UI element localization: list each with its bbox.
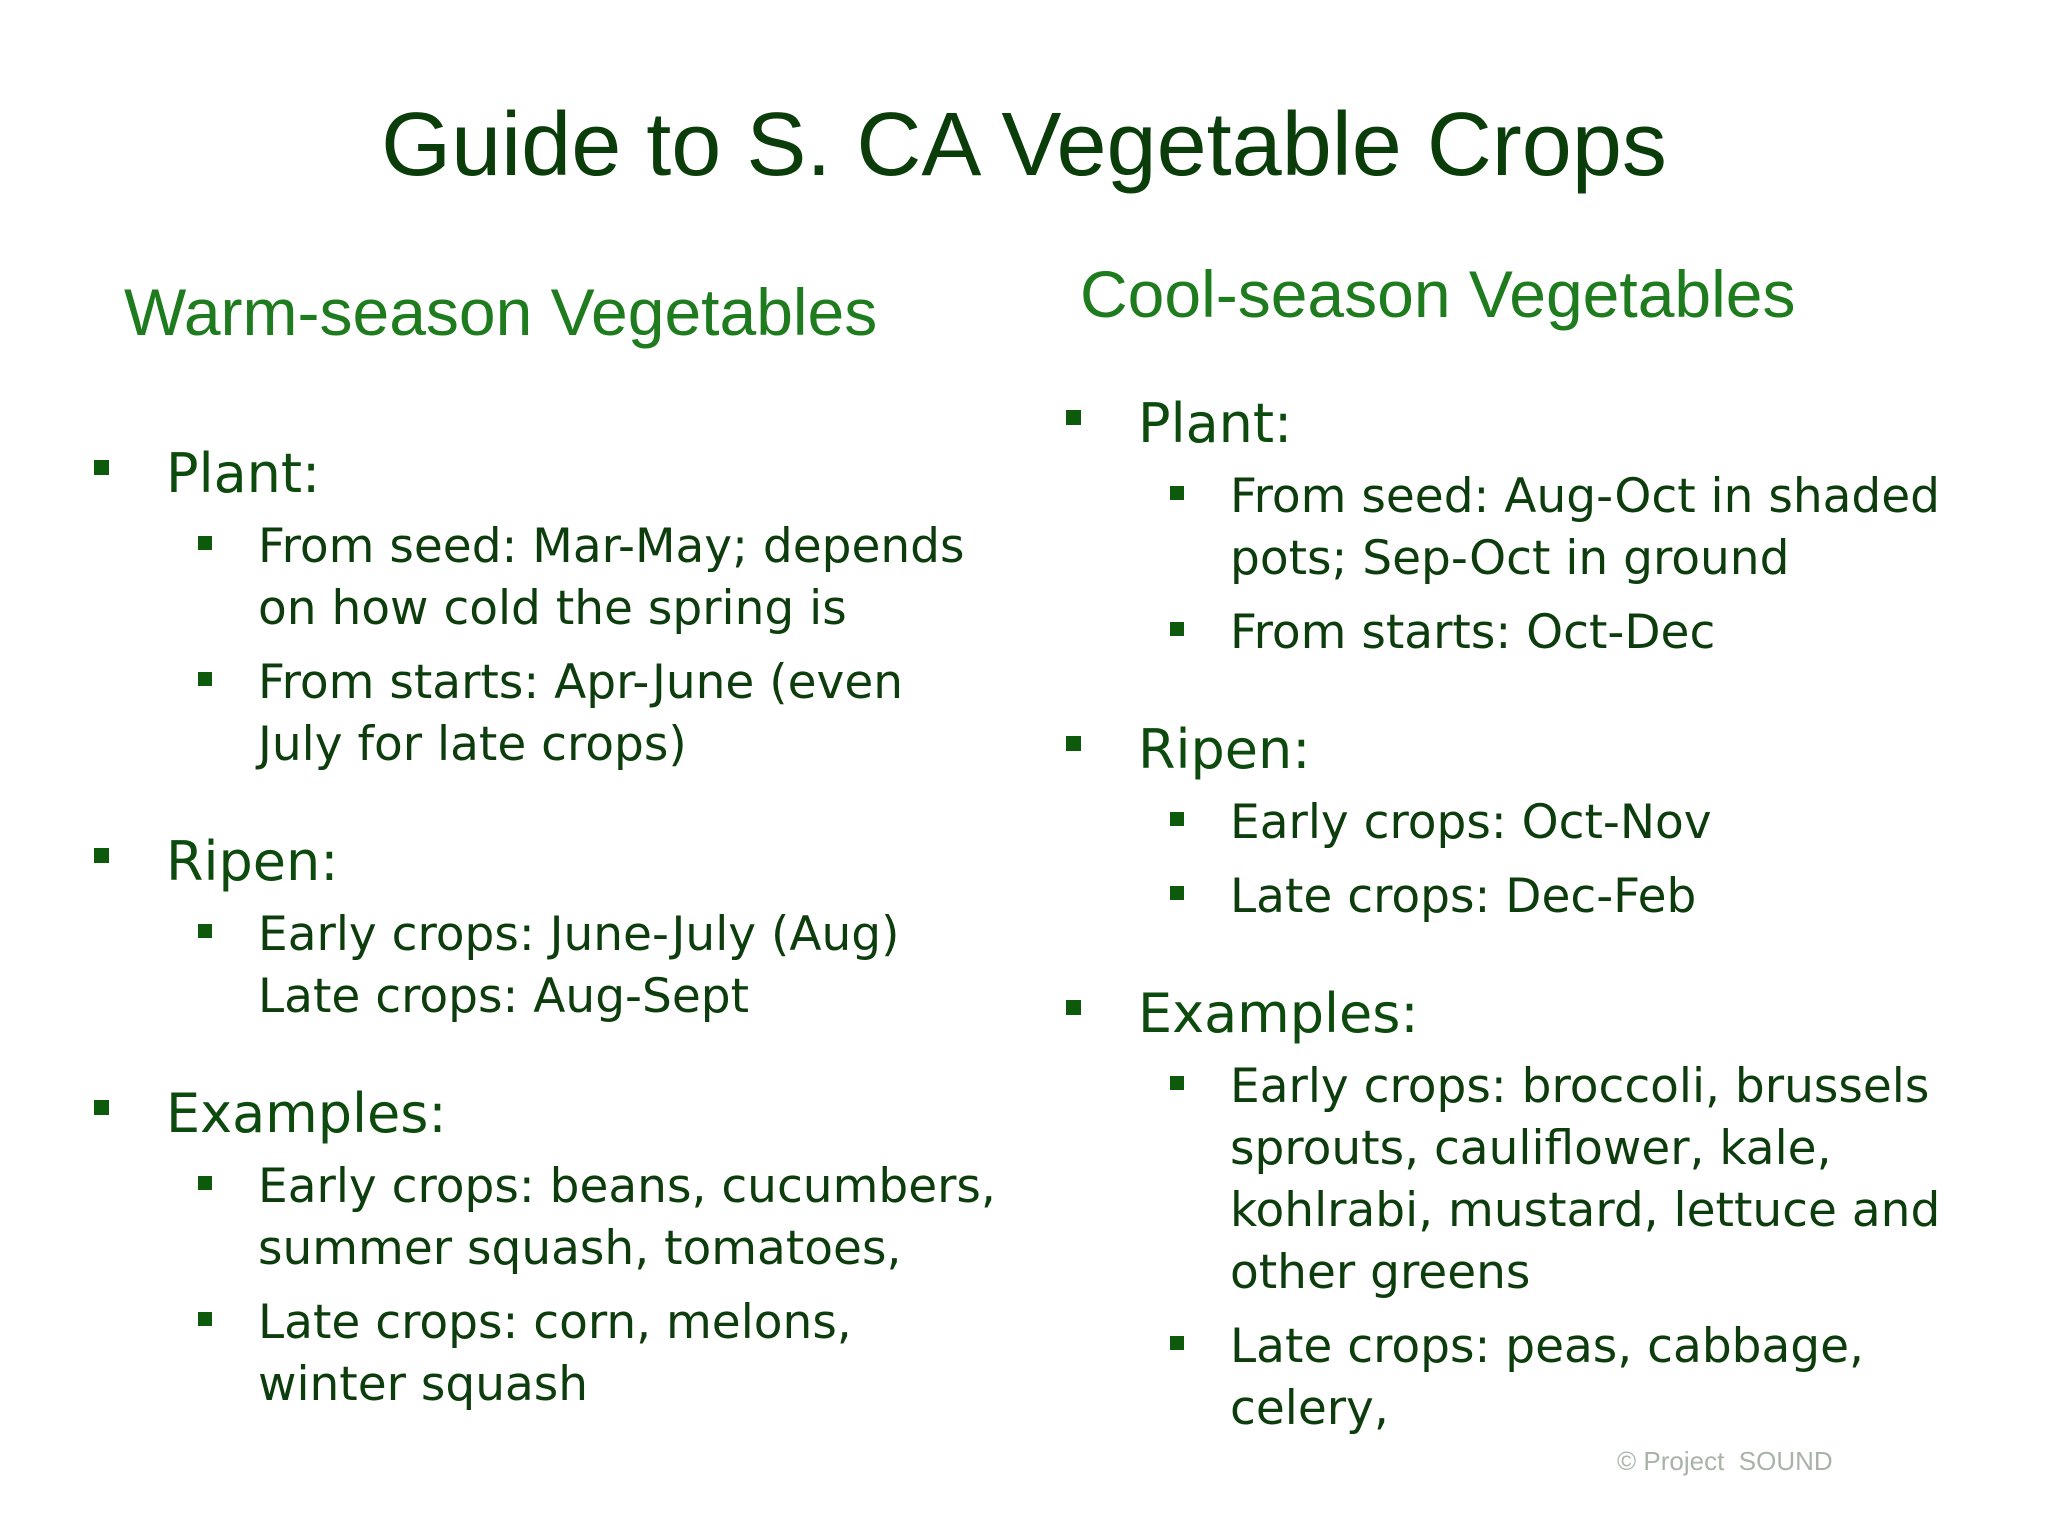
bullet-text-line: From seed: Mar-May; depends [258, 519, 965, 574]
square-bullet-icon [198, 1176, 212, 1190]
bullet-text-line: celery, [1230, 1381, 1389, 1436]
square-bullet-icon [1170, 886, 1184, 900]
sub-bullet-item [166, 652, 1010, 776]
sub-bullet-item [166, 904, 1010, 1028]
bullet-text-line: kohlrabi, mustard, lettuce and [1230, 1183, 1941, 1238]
sub-bullet-item [1138, 866, 2012, 928]
square-bullet-icon [94, 848, 109, 863]
square-bullet-icon [1170, 812, 1184, 826]
warm-season-heading: Warm-season Vegetables [124, 275, 878, 349]
section-ripen [1062, 714, 2012, 928]
bullet-text-line: From starts: Oct-Dec [1230, 605, 1716, 660]
sub-bullet-list [166, 516, 1010, 776]
square-bullet-icon [198, 536, 212, 550]
square-bullet-icon [1170, 486, 1184, 500]
copyright-notice: © Project SOUND [1617, 1446, 1833, 1476]
section-examples [1062, 978, 2012, 1440]
section-ripen [90, 826, 1010, 1028]
sub-bullet-list [166, 1156, 1010, 1416]
section-label: Plant: [1138, 392, 1293, 455]
sub-bullet-item [1138, 602, 2012, 664]
cool-season-column [1062, 388, 2012, 1440]
bullet-text-line: From seed: Aug-Oct in shaded [1230, 469, 1941, 524]
square-bullet-icon [1066, 1000, 1081, 1015]
square-bullet-icon [198, 924, 212, 938]
section-label: Ripen: [166, 830, 339, 893]
bullet-text-line: on how cold the spring is [258, 581, 847, 636]
sub-bullet-list [1138, 466, 2012, 664]
sub-bullet-item [166, 1292, 1010, 1416]
bullet-text-line: pots; Sep-Oct in ground [1230, 531, 1790, 586]
sub-bullet-item [1138, 466, 2012, 590]
bullet-text-line: Early crops: Oct-Nov [1230, 795, 1712, 850]
sub-bullet-item [166, 1156, 1010, 1280]
square-bullet-icon [1066, 410, 1081, 425]
bullet-text-line: From starts: Apr-June (even [258, 655, 904, 710]
sub-bullet-list [166, 904, 1010, 1028]
square-bullet-icon [1170, 622, 1184, 636]
sub-bullet-list [1138, 792, 2012, 928]
sub-bullet-item [1138, 792, 2012, 854]
section-label: Examples: [1138, 982, 1419, 1045]
bullet-text-line: Late crops: corn, melons, [258, 1295, 852, 1350]
bullet-text-line: July for late crops) [258, 717, 687, 772]
section-plant [90, 438, 1010, 776]
section-label: Examples: [166, 1082, 447, 1145]
square-bullet-icon [198, 1312, 212, 1326]
sub-bullet-item [1138, 1316, 2012, 1440]
bullet-text-line: Early crops: broccoli, brussels [1230, 1059, 1930, 1114]
bullet-text-line: Early crops: beans, cucumbers, [258, 1159, 996, 1214]
bullet-text-line: summer squash, tomatoes, [258, 1221, 902, 1276]
bullet-text-line: Late crops: Dec-Feb [1230, 869, 1697, 924]
bullet-text-line: other greens [1230, 1245, 1531, 1300]
bullet-text-line: Late crops: Aug-Sept [258, 969, 749, 1024]
square-bullet-icon [1066, 736, 1081, 751]
square-bullet-icon [1170, 1336, 1184, 1350]
sub-bullet-item [166, 516, 1010, 640]
sub-bullet-list [1138, 1056, 2012, 1440]
section-label: Ripen: [1138, 718, 1311, 781]
bullet-text-line: sprouts, cauliflower, kale, [1230, 1121, 1832, 1176]
sub-bullet-item [1138, 1056, 2012, 1304]
cool-season-heading: Cool-season Vegetables [1080, 257, 1796, 331]
bullet-text-line: winter squash [258, 1357, 589, 1412]
square-bullet-icon [198, 672, 212, 686]
bullet-text-line: Early crops: June-July (Aug) [258, 907, 900, 962]
warm-season-column [90, 438, 1010, 1416]
slide-title: Guide to S. CA Vegetable Crops [381, 95, 1667, 195]
square-bullet-icon [94, 460, 109, 475]
bullet-text-line: Late crops: peas, cabbage, [1230, 1319, 1864, 1374]
square-bullet-icon [1170, 1076, 1184, 1090]
section-plant [1062, 388, 2012, 664]
section-label: Plant: [166, 442, 321, 505]
section-examples [90, 1078, 1010, 1416]
square-bullet-icon [94, 1100, 109, 1115]
